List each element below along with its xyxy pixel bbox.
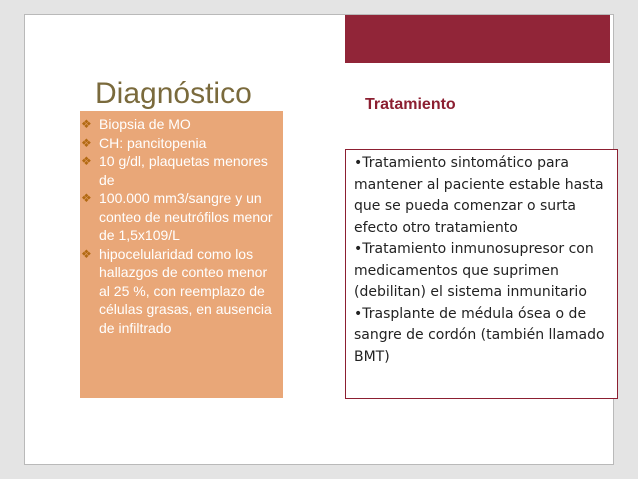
diamond-bullet-icon: ❖ [81, 117, 92, 131]
diagnosis-item-text: hipocelularidad como los hallazgos de conteo menor al 25 %, con reemplazo de células grasas, en ausencia de infiltrado [99, 245, 272, 336]
accent-bar [345, 15, 610, 63]
diamond-bullet-icon: ❖ [81, 154, 92, 168]
diagnosis-item [80, 189, 283, 245]
treatment-title: Tratamiento [365, 96, 456, 113]
treatment-box [345, 149, 618, 399]
diagnosis-item-text: 10 g/dl, plaquetas menores de [99, 153, 268, 188]
diagnosis-item-text: CH: pancitopenia [99, 134, 207, 151]
treatment-paragraph: •Trasplante de médula ósea o de sangre de cordón (también llamado BMT) [354, 305, 605, 365]
diamond-bullet-icon: ❖ [81, 246, 92, 261]
slide [24, 14, 614, 465]
diagnosis-item [80, 245, 283, 338]
diamond-bullet-icon: ❖ [81, 135, 92, 150]
diagnosis-item [80, 152, 283, 189]
diagnosis-title: Diagnóstico [95, 77, 252, 110]
diagnosis-item-text: 100.000 mm3/sangre y un conteo de neutrófilos menor de 1,5x109/L [99, 190, 273, 243]
treatment-paragraph: •Tratamiento sintomático para mantener al paciente estable hasta que se pueda comenzar o surta efecto otro tratamiento [354, 155, 604, 236]
diagnosis-item [80, 134, 283, 153]
treatment-paragraph: •Tratamiento inmunosupresor con medicamentos que suprimen (debilitan) el sistema inmunitario [354, 241, 594, 300]
diagnosis-box [80, 111, 283, 398]
diagnosis-list [80, 115, 283, 337]
diamond-bullet-icon: ❖ [81, 191, 92, 205]
diagnosis-item-text: Biopsia de MO [99, 116, 191, 132]
diagnosis-item [80, 115, 283, 134]
